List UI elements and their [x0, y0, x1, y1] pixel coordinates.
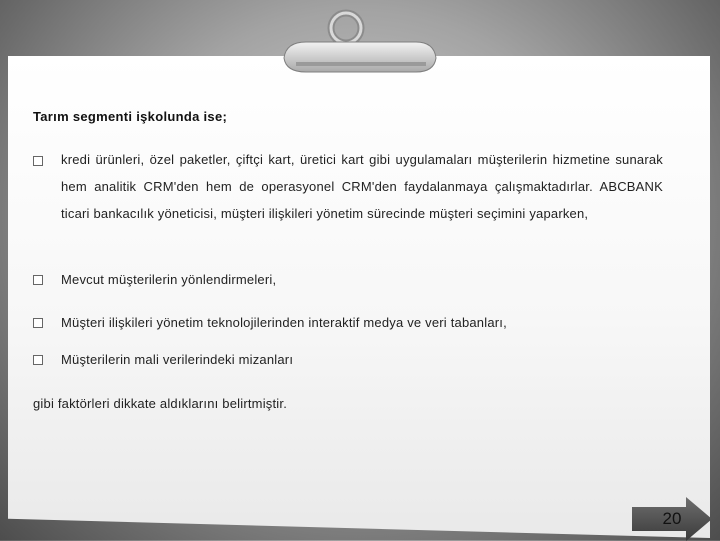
- square-bullet-icon: [33, 355, 43, 365]
- square-bullet-icon: [33, 156, 43, 166]
- bullet-text: Müşterilerin mali verilerindeki mizanları: [61, 352, 294, 367]
- bullet-item: [33, 152, 663, 227]
- bullet-text: kredi ürünleri, özel paketler, çiftçi kart, üretici kart gibi uygulamaları müşterilerin hizmetine sunarak hem analitik CRM'den hem de operasyonel CRM'den faydalanmaya çalışmaktadırlar. ABCBANK ticari bankacılık yöneticisi, müşteri ilişkileri yönetim sürecinde müşteri seçimini yaparken,: [61, 152, 663, 221]
- bullet-item: [33, 352, 663, 367]
- bullet-text: Mevcut müşterilerin yönlendirmeleri,: [61, 272, 277, 287]
- bullet-item: [33, 315, 663, 330]
- square-bullet-icon: [33, 318, 43, 328]
- slide-heading: Tarım segmenti işkolunda ise;: [33, 109, 228, 124]
- note-paper: [8, 56, 710, 538]
- bullet-text: Müşteri ilişkileri yönetim teknolojilerinden interaktif medya ve veri tabanları,: [61, 315, 507, 330]
- page-number: 20: [662, 509, 682, 528]
- square-bullet-icon: [33, 275, 43, 285]
- paper-clip-icon: [276, 6, 446, 76]
- bullet-item: [33, 272, 663, 287]
- closing-text: gibi faktörleri dikkate aldıklarını belirtmiştir.: [33, 396, 288, 411]
